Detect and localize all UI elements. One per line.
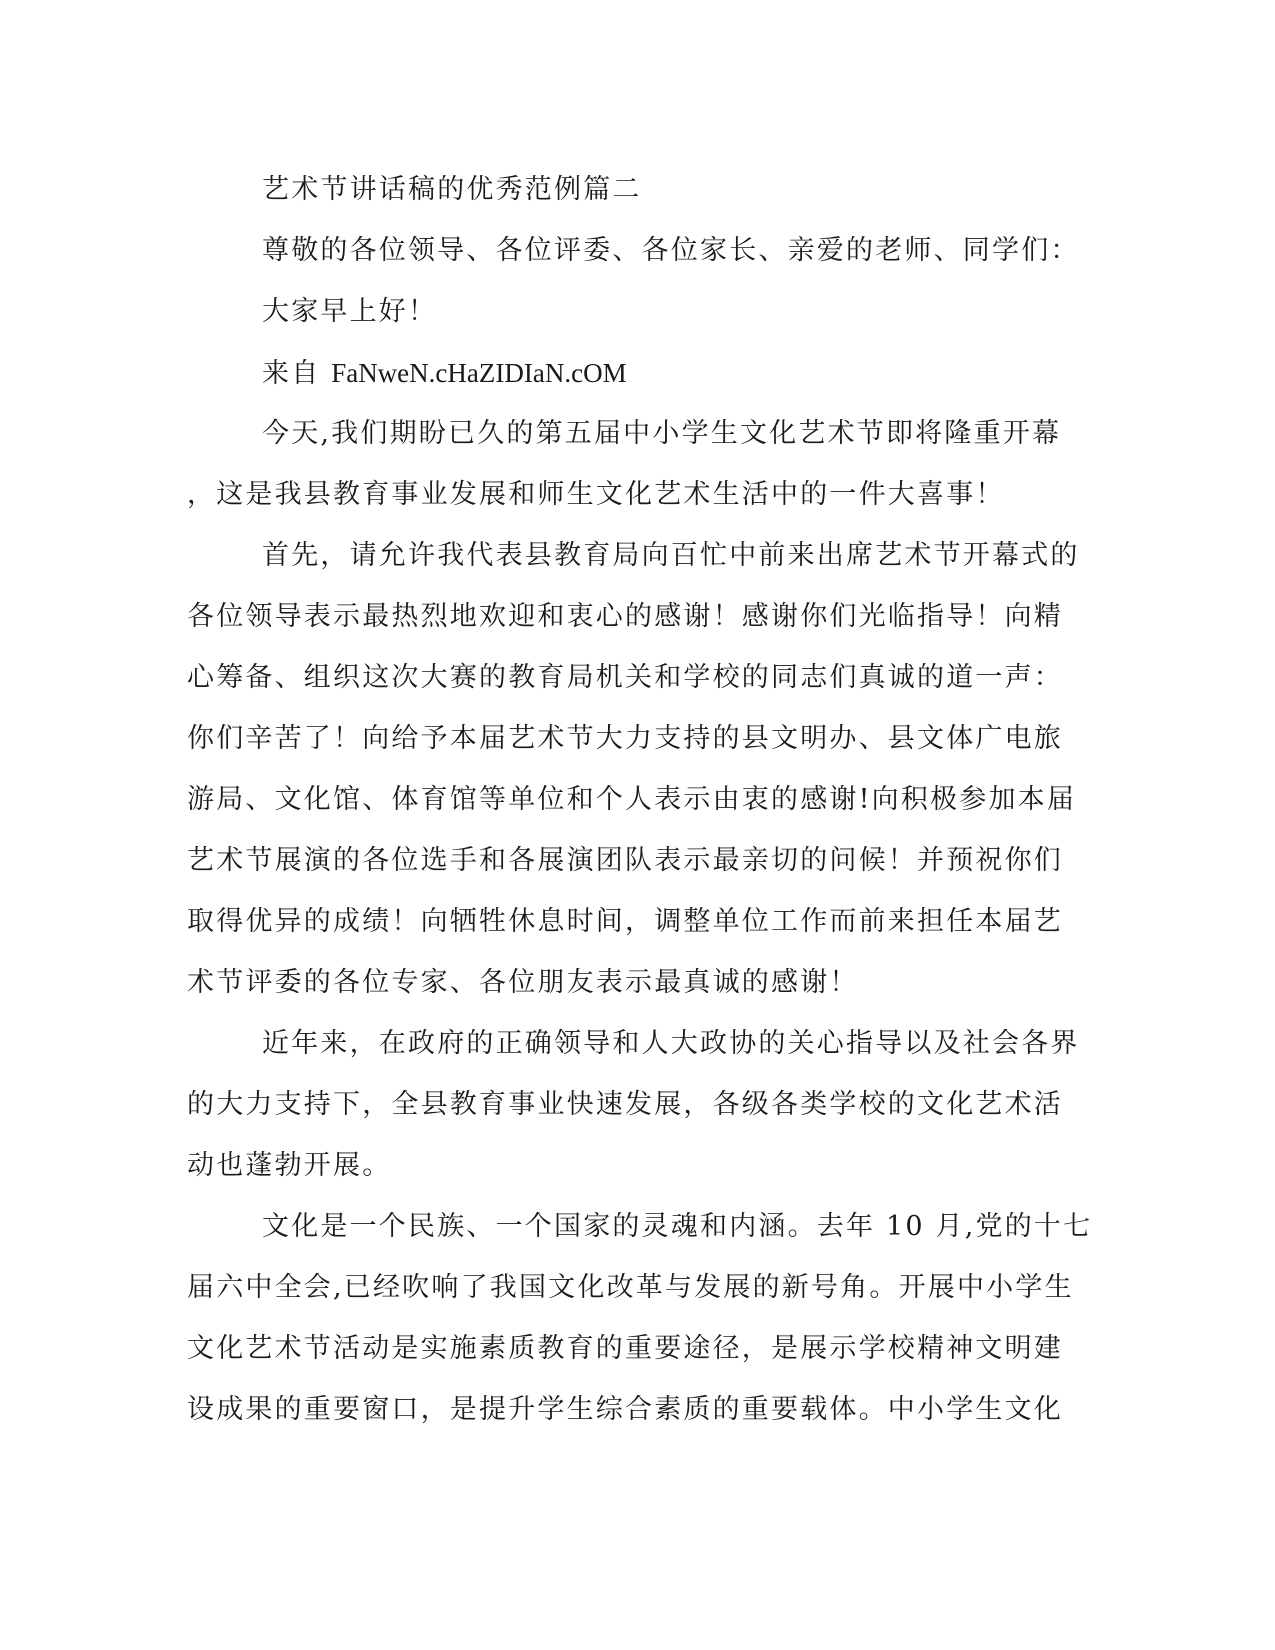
paragraph-line: 心筹备、组织这次大赛的教育局机关和学校的同志们真诚的道一声： [187, 662, 1063, 693]
paragraph-development [187, 1018, 1080, 1201]
salutation: 尊敬的各位领导、各位评委、各位家长、亲爱的老师、同学们： [262, 235, 1080, 266]
document-body [187, 164, 1093, 1445]
paragraph-line: ，这是我县教育事业发展和师生文化艺术生活中的一件大喜事！ [187, 479, 1005, 510]
paragraph-line: 艺术节展演的各位选手和各展演团队表示最亲切的问候！并预祝你们 [187, 845, 1063, 876]
greeting: 大家早上好！ [262, 296, 438, 327]
paragraph-line: 近年来，在政府的正确领导和人大政协的关心指导以及社会各界 [262, 1028, 1080, 1059]
paragraph-line: 届六中全会,已经吹响了我国文化改革与发展的新号角。开展中小学生 [187, 1272, 1074, 1303]
paragraph-line: 术节评委的各位专家、各位朋友表示最真诚的感谢！ [187, 967, 859, 998]
paragraph-line: 文化是一个民族、一个国家的灵魂和内涵。去年 10 月,党的十七 [262, 1211, 1093, 1242]
paragraph-line: 首先，请允许我代表县教育局向百忙中前来出席艺术节开幕式的 [262, 540, 1080, 571]
paragraph-line: 设成果的重要窗口，是提升学生综合素质的重要载体。中小学生文化 [187, 1394, 1063, 1425]
paragraph-thanks [187, 530, 1080, 1018]
paragraph-culture [187, 1201, 1093, 1445]
source-url: FaNweN.cHaZIDIaN.cOM [331, 358, 627, 388]
paragraph-line: 文化艺术节活动是实施素质教育的重要途径，是展示学校精神文明建 [187, 1333, 1063, 1364]
paragraph-line: 取得优异的成绩！向牺牲休息时间，调整单位工作而前来担任本届艺 [187, 906, 1063, 937]
paragraph-line: 今天,我们期盼已久的第五届中小学生文化艺术节即将隆重开幕 [262, 418, 1062, 449]
paragraph-line: 你们辛苦了！向给予本届艺术节大力支持的县文明办、县文体广电旅 [187, 723, 1063, 754]
document-title: 艺术节讲话稿的优秀范例篇二 [262, 174, 642, 205]
source-prefix: 来自 [262, 358, 332, 389]
paragraph-line: 的大力支持下，全县教育事业快速发展，各级各类学校的文化艺术活 [187, 1089, 1063, 1120]
paragraph-opening [187, 408, 1062, 530]
paragraph-line: 游局、文化馆、体育馆等单位和个人表示由衷的感谢!向积极参加本届 [187, 784, 1077, 815]
source-line [187, 347, 1047, 408]
paragraph-line: 各位领导表示最热烈地欢迎和衷心的感谢！感谢你们光临指导！向精 [187, 601, 1063, 632]
paragraph-line: 动也蓬勃开展。 [187, 1150, 392, 1181]
